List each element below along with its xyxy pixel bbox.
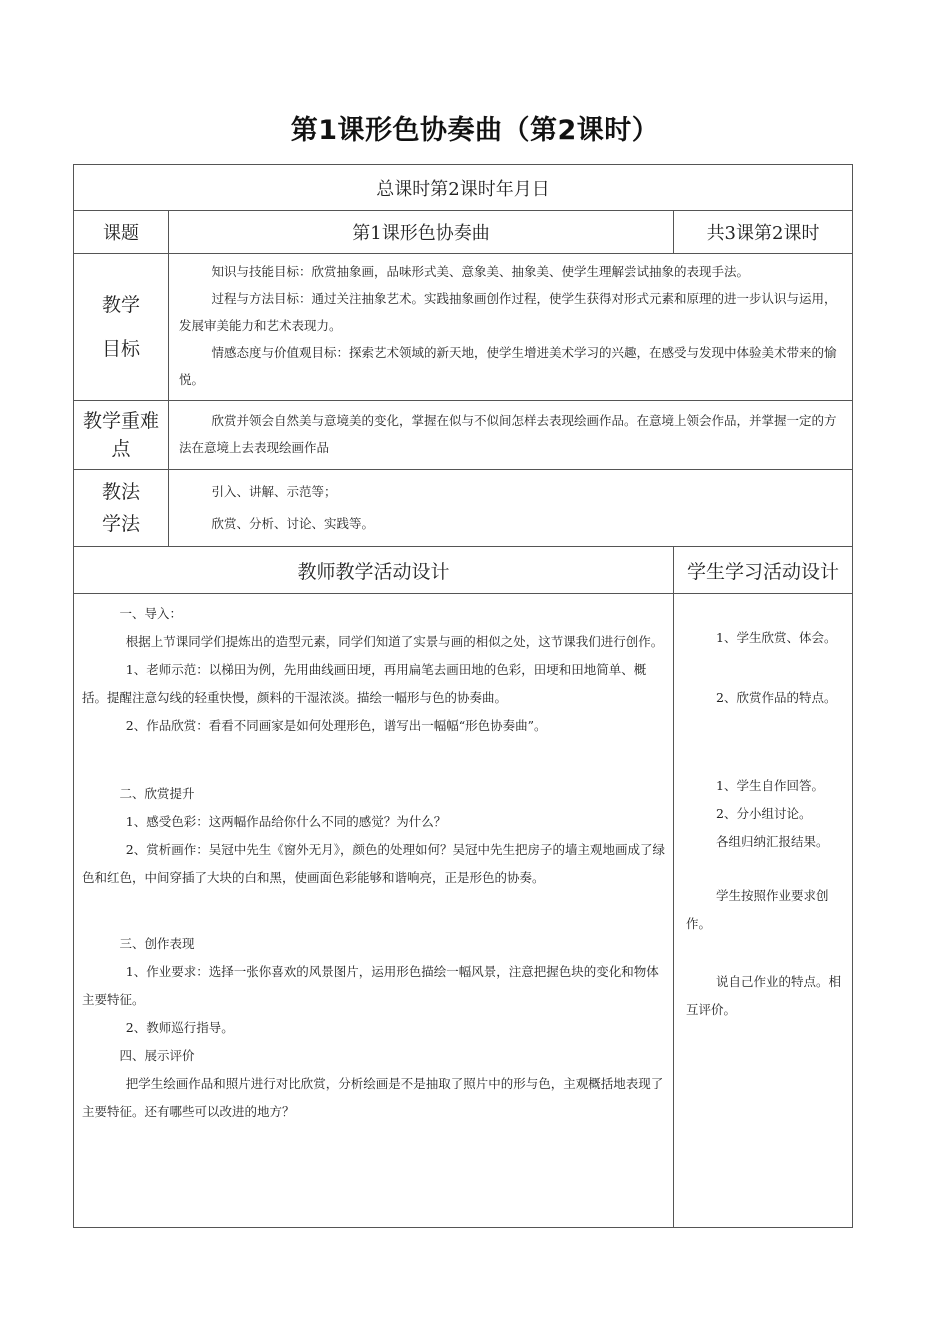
topic-label: 课题 bbox=[74, 211, 169, 254]
goals-row bbox=[74, 254, 853, 401]
section-appreciation-title: 二、欣赏提升 bbox=[119, 786, 195, 801]
goals-content bbox=[169, 254, 853, 401]
intro-paragraph: 根据上节课同学们提炼出的造型元素，同学们知道了实景与画的相似之处，这节课我们进行创作。 bbox=[125, 634, 664, 649]
methods-label-1: 教法 bbox=[101, 481, 140, 503]
page-title: 第1课形色协奏曲（第2课时） bbox=[290, 115, 660, 146]
methods-teach: 引入、讲解、示范等； bbox=[211, 484, 337, 499]
student-activities bbox=[674, 594, 853, 1228]
topic-session: 共3课第2课时 bbox=[674, 211, 853, 254]
teacher-demo: 1、老师示范：以梯田为例，先用曲线画田埂，再用扁笔去画田地的色彩，田埂和田地简单、概括。提醒注意勾线的轻重快慢，颜料的干湿浓淡。描绘一幅形与色的协奏曲。 bbox=[82, 662, 647, 705]
teacher-activities bbox=[74, 594, 674, 1228]
methods-label-cell bbox=[74, 470, 169, 547]
student-b3: 各组归纳汇报结果。 bbox=[716, 834, 829, 849]
section-creation-title: 三、创作表现 bbox=[119, 936, 195, 951]
homework-requirement: 1、作业要求：选择一张你喜欢的风景图片，运用形色描绘一幅风景，注意把握色块的变化和物体主要特征。 bbox=[82, 964, 659, 1007]
goal-process: 过程与方法目标：通过关注抽象艺术。实践抽象画创作过程，使学生获得对形式元素和原理的进一步认识与运用，发展审美能力和艺术表现力。 bbox=[179, 291, 837, 333]
student-b2: 2、分小组讨论。 bbox=[716, 806, 812, 821]
goal-emotion: 情感态度与价值观目标：探索艺术领域的新天地，使学生增进美术学习的兴趣，在感受与发现中体验美术带来的愉悦。 bbox=[179, 345, 837, 387]
key-points-content bbox=[169, 401, 853, 470]
header-row bbox=[74, 165, 853, 211]
student-a2: 2、欣赏作品的特点。 bbox=[716, 690, 837, 705]
goals-label-cell bbox=[74, 254, 169, 401]
methods-label-2: 学法 bbox=[101, 513, 140, 535]
goal-knowledge: 知识与技能目标：欣赏抽象画，品味形式美、意象美、抽象美、使学生理解尝试抽象的表现手法。 bbox=[211, 264, 750, 279]
artwork-appreciation: 2、作品欣赏：看看不同画家是如何处理形色，谱写出一幅幅“形色协奏曲”。 bbox=[125, 718, 547, 733]
key-points-text: 欣赏并领会自然美与意境美的变化，掌握在似与不似间怎样去表现绘画作品。在意境上领会作品，并掌握一定的方法在意境上去表现绘画作品 bbox=[179, 413, 837, 455]
activity-row bbox=[74, 594, 853, 1228]
topic-value: 第1课形色协奏曲 bbox=[169, 211, 674, 254]
student-c1: 学生按照作业要求创作。 bbox=[686, 888, 829, 931]
analyze-painting: 2、赏析画作：吴冠中先生《窗外无月》，颜色的处理如何？吴冠中先生把房子的墙主观地画成了绿色和红色，中间穿插了大块的白和黑，使画面色彩能够和谐响亮，正是形色的协奏。 bbox=[82, 842, 665, 885]
student-b1: 1、学生自作回答。 bbox=[716, 778, 824, 793]
methods-row bbox=[74, 470, 853, 547]
teacher-guidance: 2、教师巡行指导。 bbox=[125, 1020, 234, 1035]
section-evaluation-title: 四、展示评价 bbox=[119, 1048, 195, 1063]
lesson-plan-table bbox=[73, 164, 853, 1228]
header-row-text: 总课时第2课时年月日 bbox=[74, 165, 853, 211]
evaluation-paragraph: 把学生绘画作品和照片进行对比欣赏，分析绘画是不是抽取了照片中的形与色，主观概括地表现了主要特征。还有哪些可以改进的地方？ bbox=[82, 1076, 664, 1119]
methods-learn: 欣赏、分析、讨论、实践等。 bbox=[211, 516, 375, 531]
methods-content bbox=[169, 470, 853, 547]
student-column-header: 学生学习活动设计 bbox=[674, 547, 853, 594]
teacher-column-header: 教师教学活动设计 bbox=[74, 547, 674, 594]
columns-header-row bbox=[74, 547, 853, 594]
student-a1: 1、学生欣赏、体会。 bbox=[716, 630, 837, 645]
topic-row bbox=[74, 211, 853, 254]
key-points-label: 教学重难点 bbox=[74, 401, 169, 470]
student-d1: 说自己作业的特点。相互评价。 bbox=[686, 974, 842, 1017]
goals-label-2: 目标 bbox=[101, 338, 140, 360]
key-points-row bbox=[74, 401, 853, 470]
goals-label-1: 教学 bbox=[101, 294, 140, 316]
feel-color: 1、感受色彩：这两幅作品给你什么不同的感觉？为什么？ bbox=[125, 814, 447, 829]
section-intro-title: 一、导入： bbox=[119, 606, 183, 621]
